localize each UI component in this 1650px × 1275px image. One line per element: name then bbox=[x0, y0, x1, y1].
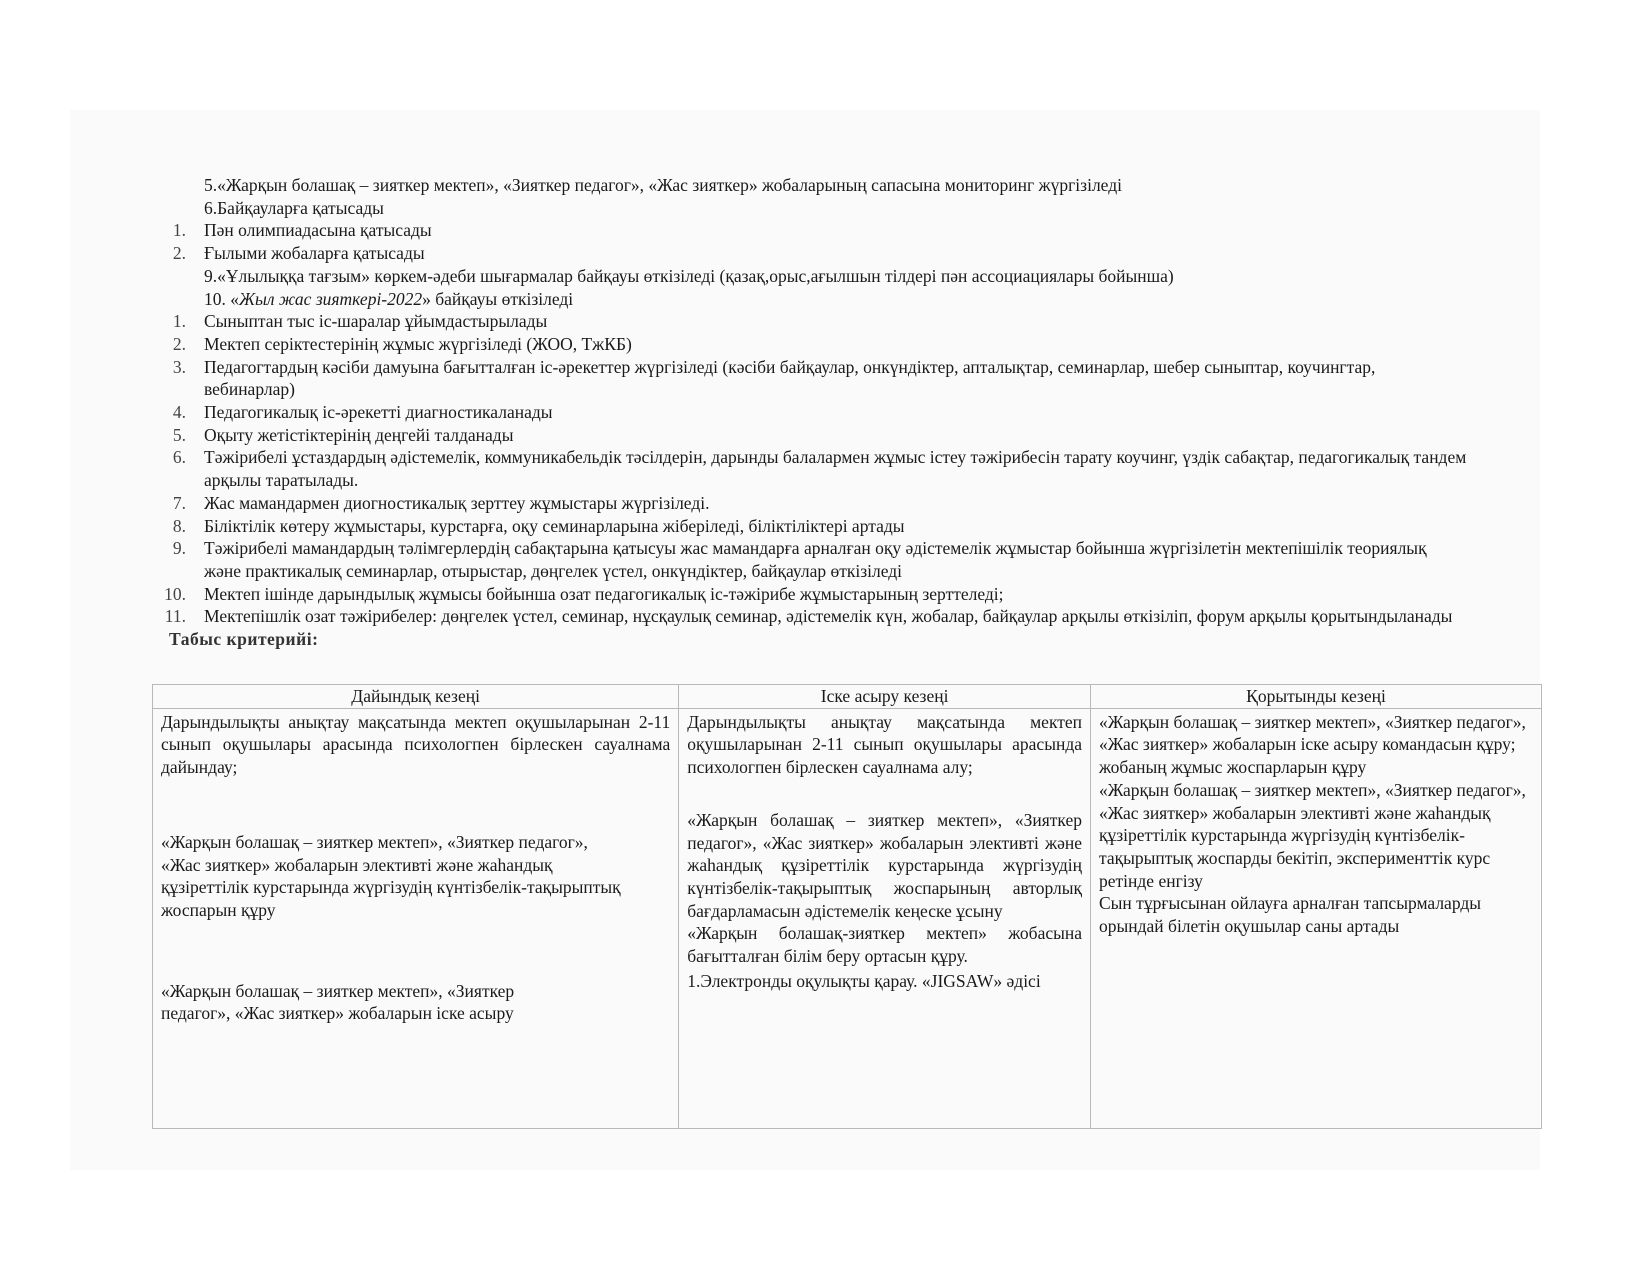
list-line: 8. Біліктілік көтеру жұмыстары, курстарға, оқу семинарларына жіберіледі, біліктіліктері артады bbox=[172, 515, 905, 536]
implementation-item: Дарындылықты анықтау мақсатында мектеп оқушыларынан 2-11 сынып оқушылары арасында психологпен бірлескен сауалнама алу; bbox=[687, 711, 1082, 778]
criteria-heading: Табыс критерийі: bbox=[169, 629, 319, 650]
list-line: 6. Тәжірибелі ұстаздардың әдістемелік, коммуникабельдік тәсілдерін, дарынды балалармен жұмыс істеу тәжірибесін тарату коучинг, үздік сабақтар, педагогикалық тандем арқылы таратылады. bbox=[172, 447, 1467, 491]
list-line: 2. Мектеп серіктестерінің жұмыс жүргізіледі (ЖОО, ТжКБ) bbox=[172, 333, 632, 354]
list-line: 6.Байқауларға қатысады bbox=[204, 197, 384, 218]
implementation-item: «Жарқын болашақ – зияткер мектеп», «Зияткер педагог», «Жас зияткер» жобаларын элективті және жаһандық құзіреттілік курстарында жүргізудің күнтізбелік-тақырыптық жоспарының авторлық бағдарламасын әдістемелік кеңеске ұсыну bbox=[687, 809, 1082, 921]
list-line: 2. Ғылыми жобаларға қатысады bbox=[172, 243, 425, 264]
implementation-item: 1.Электронды оқулықты қарау. «JIGSAW» әдісі bbox=[687, 970, 1041, 991]
list-line: 5. Оқыту жетістіктерінің деңгейі талданады bbox=[172, 424, 514, 445]
preparation-cell bbox=[153, 708, 679, 1128]
final-item: Сын тұрғысынан ойлауға арналған тапсырмаларды орындай білетін оқушылар саны артады bbox=[1099, 893, 1482, 937]
list-line: 1. Сыныптан тыс іс-шаралар ұйымдастырылады bbox=[172, 311, 548, 332]
list-line: 1. Пән олимпиадасына қатысады bbox=[172, 220, 432, 241]
preparation-item: Дарындылықты анықтау мақсатында мектеп оқушыларынан 2-11 сынып оқушылары арасында психологпен бірлескен сауалнама дайындау; bbox=[161, 711, 671, 778]
list-line: 11. Мектепішлік озат тәжірибелер: дөңгелек үстел, семинар, нұсқаулық семинар, әдістемелік күн, жобалар, байқаулар арқылы өткізіліп, форум арқылы қорытындыланады bbox=[164, 606, 1453, 627]
final-item: «Жарқын болашақ – зияткер мектеп», «Зияткер педагог», «Жас зияткер» жобаларын элективті және жаһандық құзіреттілік курстарында жүргізудің күнтізбелік-тақырыптық жоспарды бекітіп, эксперименттік курс ретінде енгізу bbox=[1099, 779, 1526, 891]
list-line: 5.«Жарқын болашақ – зияткер мектеп», «Зияткер педагог», «Жас зияткер» жобаларының сапасына мониторинг жүргізіледі bbox=[204, 175, 1122, 195]
final-item: «Жарқын болашақ – зияткер мектеп», «Зияткер педагог», «Жас зияткер» жобаларын іске асыру командасын құру; жобаның жұмыс жоспарларын құру bbox=[1099, 711, 1526, 778]
table-row bbox=[153, 708, 1542, 1128]
implementation-item: «Жарқын болашақ-зияткер мектеп» жобасына бағытталған білім беру ортасын құру. bbox=[687, 923, 1082, 967]
list-line: 4. Педагогикалық іс-әрекетті диагностикаланады bbox=[172, 402, 553, 423]
list-line: 9. Тәжірибелі мамандардың тәлімгерлердің сабақтарына қатысуы жас мамандарға арналған оқу әдістемелік жұмыстар бойынша жүргізілетін мектепішілік теориялық және практикалық семинарлар, отырыстар, дөңгелек үстел, онкүндіктер, байқаулар өткізіледі bbox=[172, 538, 1427, 581]
preparation-item: «Жарқын болашақ – зияткер мектеп», «Зияткер педагог», «Жас зияткер» жобаларын іске асыру bbox=[161, 980, 515, 1024]
document-body bbox=[160, 174, 1540, 651]
list-line: 7. Жас мамандармен диогностикалық зерттеу жұмыстары жүргізіледі. bbox=[172, 492, 710, 513]
table-header-row bbox=[153, 685, 1542, 709]
header-implementation-stage: Іске асыру кезеңі bbox=[679, 685, 1091, 709]
final-cell bbox=[1091, 708, 1542, 1128]
list-line: 9.«Ұлылыққа тағзым» көркем-әдеби шығармалар байқауы өткізіледі (қазақ,орыс,ағылшын тілдері пән ассоциациялары бойынша) bbox=[204, 265, 1174, 286]
contest-title: Жыл жас зияткері-2022 bbox=[239, 288, 423, 309]
preparation-item: «Жарқын болашақ – зияткер мектеп», «Зияткер педагог», «Жас зияткер» жобаларын элективті және жаһандық құзіреттілік курстарында жүргізудің күнтізбелік-тақырыптық жоспарын құру bbox=[161, 831, 621, 920]
list-line: 3. Педагогтардың кәсіби дамуына бағытталған іс-әрекеттер жүргізіледі (кәсіби байқаулар, онкүндіктер, апталықтар, семинарлар, шебер сыныптар, коучингтар, вебинарлар) bbox=[172, 356, 1376, 400]
list-line-contest-2022: 10. «Жыл жас зияткері-2022» байқауы өткізіледі bbox=[204, 288, 574, 309]
list-line: 10. Мектеп ішінде дарындылық жұмысы бойынша озат педагогикалық іс-тәжірибе жұмыстарының зерттеледі; bbox=[164, 583, 1004, 604]
implementation-cell bbox=[679, 708, 1091, 1128]
header-final-stage: Қорытынды кезеңі bbox=[1091, 685, 1542, 709]
stages-table bbox=[152, 684, 1542, 1129]
header-preparation-stage: Дайындық кезеңі bbox=[153, 685, 679, 709]
